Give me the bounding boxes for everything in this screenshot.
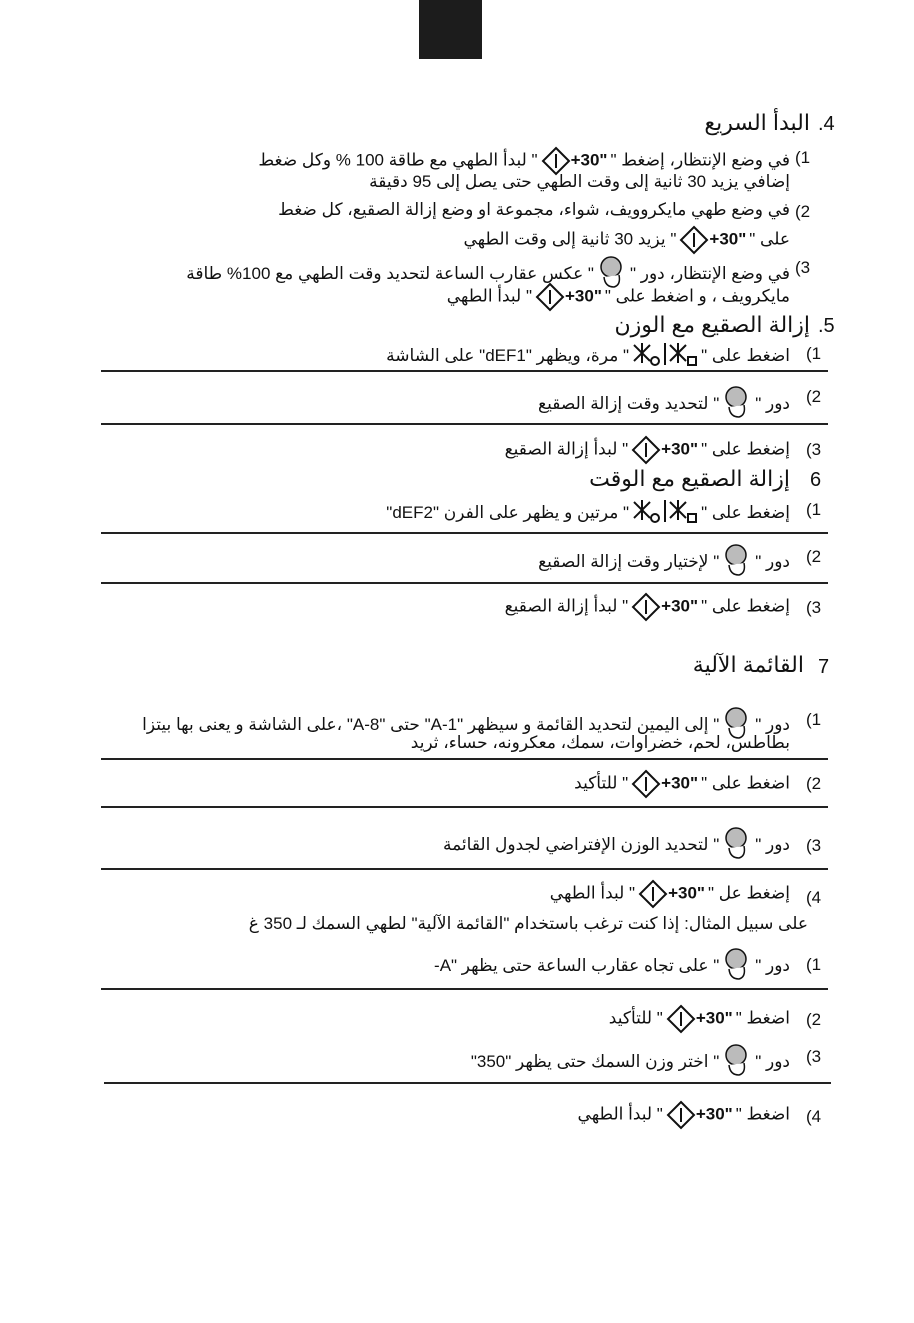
start-diamond-icon	[666, 1100, 696, 1130]
dial-hand-icon	[722, 826, 752, 860]
s6-item1-number: (1	[806, 500, 822, 519]
divider	[101, 868, 828, 870]
s4-item1-line2: إضافي يزيد 30 ثانية إلى وقت الطهي حتى يصل إلى 95 دقيقة	[369, 172, 790, 191]
start-30-button-icon: +30"	[631, 592, 698, 622]
ex-step4-number: (4	[806, 1107, 822, 1126]
start-diamond-icon	[631, 769, 661, 799]
s4-item3-line1: في وضع الإنتظار، دور "" عكس عقارب الساعة لتحديد وقت الطهي مع 100% طاقة	[186, 255, 790, 294]
start-30-button-icon: +30"	[666, 1004, 733, 1034]
start-diamond-icon	[638, 879, 668, 909]
start-30-button-icon: +30"	[638, 879, 705, 909]
start-diamond-icon	[631, 435, 661, 465]
start-diamond-icon	[679, 225, 709, 255]
start-30-button-icon: +30"	[541, 146, 608, 176]
start-diamond-icon	[666, 1004, 696, 1034]
dial-hand-icon	[722, 947, 752, 981]
divider	[101, 532, 828, 534]
start-diamond-icon	[631, 592, 661, 622]
start-30-button-icon: +30"	[666, 1100, 733, 1130]
page-tab-marker	[419, 0, 482, 59]
s6-item3-line: إضغط على "+30"" لبدأ إزالة الصقيع	[505, 592, 790, 622]
s4-item2-line1: في وضع طهي مايكروويف، شواء، مجموعة او وضع إزالة الصقيع، كل ضغط	[278, 200, 790, 219]
s6-item1-line: إضغط على "" مرتين و يظهر على الفرن "dEF2"	[386, 498, 790, 529]
start-30-button-icon: +30"	[535, 282, 602, 312]
section-5-title: إزالة الصقيع مع الوزن	[614, 312, 810, 337]
start-30-button-icon: +30"	[631, 769, 698, 799]
s7-item1-line1: دور "" إلى اليمين لتحديد القائمة و سيظهر "A-1" حتى "A-8" ،على الشاشة و يعنى بها بيتزا	[142, 706, 790, 745]
s5-item3-line: إضغط على "+30"" لبدأ إزالة الصقيع	[505, 435, 790, 465]
s4-item1-number: (1	[795, 148, 811, 167]
section-6-number: 6	[810, 469, 822, 491]
section-5-number: .5	[818, 315, 835, 337]
s4-item3-number: (3	[795, 258, 811, 277]
ex-step2-line: اضغط "+30"" للتأكيد	[609, 1004, 790, 1034]
ex-step1-line: دور "" على تجاه عقارب الساعة حتى يظهر "A-	[434, 947, 790, 986]
s4-item2-number: (2	[795, 202, 811, 221]
section-7-number: 7	[818, 656, 830, 678]
ex-step3-line: دور "" اختر وزن السمك حتى يظهر "350"	[471, 1043, 790, 1082]
s6-item2-line: دور "" لإختيار وقت إزالة الصقيع	[538, 543, 790, 582]
s4-item3-line2: مايكرويف ، و اضغط على "+30"" لبدأ الطهي	[447, 282, 790, 312]
s7-item3-number: (3	[806, 836, 822, 855]
ex-step1-number: (1	[806, 955, 822, 974]
divider	[101, 806, 828, 808]
s4-item1-line1: في وضع الإنتظار، إضغط "+30"" لبدأ الطهي مع طاقة 100 % وكل ضغط	[258, 146, 790, 176]
divider	[101, 988, 828, 990]
s5-item1-line: اضغط على "" مرة، ويظهر "dEF1" على الشاشة	[386, 341, 790, 372]
s7-item3-line: دور "" لتحديد الوزن الإفتراضي لجدول القائمة	[443, 826, 790, 865]
defrost-icon	[632, 341, 698, 367]
s6-item3-number: (3	[806, 598, 822, 617]
section-4-title: البدأ السريع	[704, 110, 810, 135]
divider	[104, 1082, 831, 1084]
section-4-number: .4	[818, 113, 835, 135]
s5-item2-line: دور "" لتحديد وقت إزالة الصقيع	[538, 385, 790, 424]
section-6-title: إزالة الصقيع مع الوقت	[589, 466, 790, 491]
ex-step3-number: (3	[806, 1047, 822, 1066]
dial-hand-icon	[722, 1043, 752, 1077]
divider	[101, 370, 828, 372]
start-diamond-icon	[535, 282, 565, 312]
section-7-title: القائمة الآلية	[692, 652, 804, 677]
start-30-button-icon: +30"	[631, 435, 698, 465]
divider	[101, 582, 828, 584]
s7-item1-number: (1	[806, 710, 822, 729]
s6-item2-number: (2	[806, 547, 822, 566]
defrost-icon	[632, 498, 698, 524]
ex-step2-number: (2	[806, 1010, 822, 1029]
s7-item1-line2: بطاطس، لحم، خضراوات، سمك، معكرونه، حساء، ثريد	[410, 733, 790, 752]
dial-hand-icon	[722, 543, 752, 577]
divider	[101, 758, 828, 760]
s5-item2-number: (2	[806, 387, 822, 406]
s7-item4-line: إضغط عل "+30"" لبدأ الطهي	[550, 879, 790, 909]
s7-item4-number: (4	[806, 888, 822, 907]
s5-item1-number: (1	[806, 344, 822, 363]
s4-item2-line2: على "+30"" يزيد 30 ثانية إلى وقت الطهي	[463, 225, 790, 255]
example-intro: على سبيل المثال: إذا كنت ترغب باستخدام "القائمة الآلية" لطهي السمك لـ 350 غ	[248, 914, 808, 933]
divider	[101, 423, 828, 425]
s7-item2-line: اضغط على "+30"" للتأكيد	[574, 769, 790, 799]
start-30-button-icon: +30"	[679, 225, 746, 255]
s7-item2-number: (2	[806, 774, 822, 793]
ex-step4-line: اضغط "+30"" لبدأ الطهي	[578, 1100, 790, 1130]
s5-item3-number: (3	[806, 440, 822, 459]
dial-hand-icon	[722, 385, 752, 419]
